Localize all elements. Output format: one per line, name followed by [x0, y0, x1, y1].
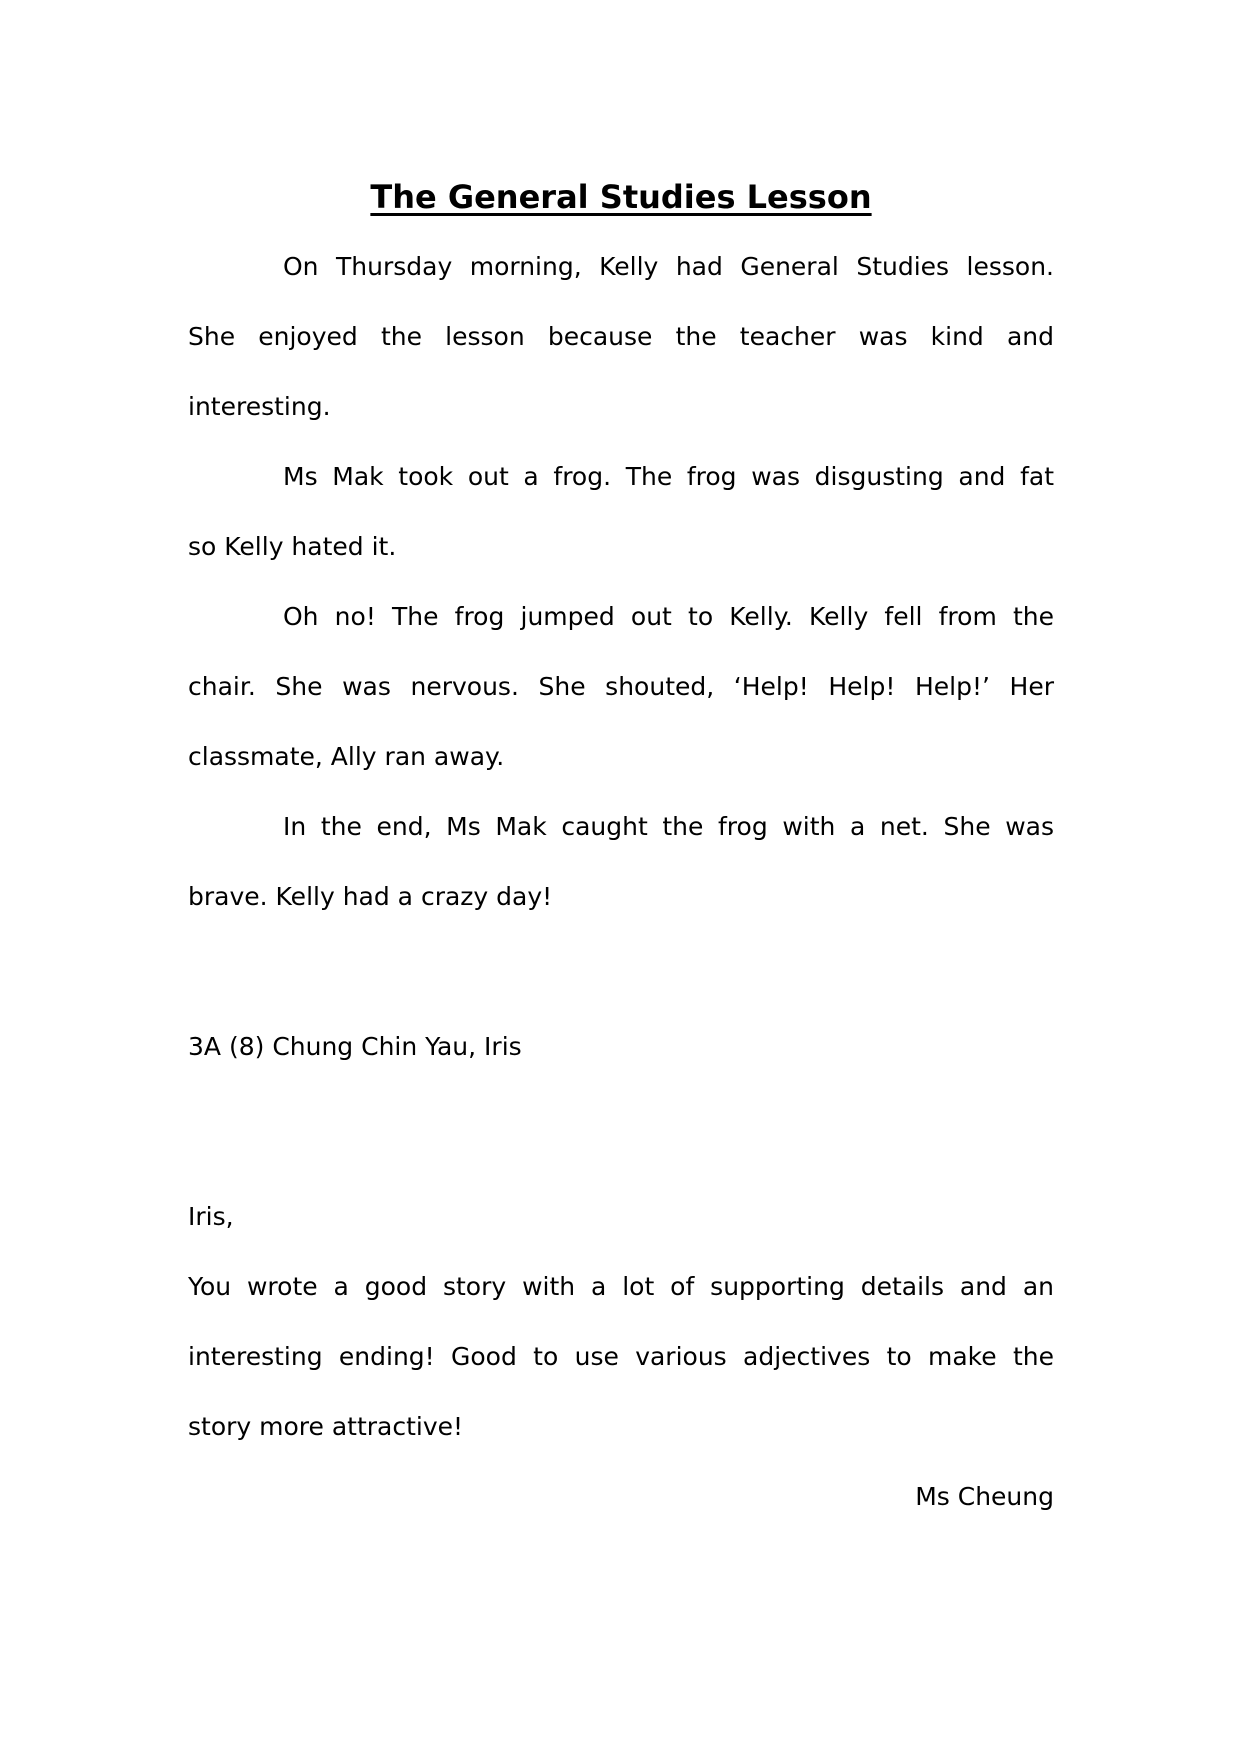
feedback-salutation: Iris,: [188, 1202, 234, 1231]
teacher-signoff: Ms Cheung: [915, 1482, 1054, 1511]
feedback-body: [188, 1252, 1054, 1462]
story-line: She enjoyed the lesson because the teacher was kind and: [188, 322, 1054, 351]
story-line: Ms Mak took out a frog. The frog was disgusting and fat: [283, 462, 1054, 491]
story-line: On Thursday morning, Kelly had General Studies lesson.: [283, 252, 1054, 281]
story-line: chair. She was nervous. She shouted, ‘Help! Help! Help!’ Her: [188, 672, 1054, 701]
feedback-line: story more attractive!: [188, 1412, 464, 1441]
story-line: brave. Kelly had a crazy day!: [188, 882, 553, 911]
story-title: The General Studies Lesson: [370, 178, 872, 216]
story-line: Oh no! The frog jumped out to Kelly. Kelly fell from the: [283, 602, 1054, 631]
story-line: so Kelly hated it.: [188, 532, 397, 561]
student-signature: 3A (8) Chung Chin Yau, Iris: [188, 1032, 522, 1061]
feedback-line: You wrote a good story with a lot of supporting details and an: [188, 1272, 1054, 1301]
story-line: classmate, Ally ran away.: [188, 742, 505, 771]
feedback-line: interesting ending! Good to use various adjectives to make the: [188, 1342, 1054, 1371]
story-body: [188, 232, 1054, 932]
story-line: In the end, Ms Mak caught the frog with a net. She was: [283, 812, 1054, 841]
story-line: interesting.: [188, 392, 331, 421]
